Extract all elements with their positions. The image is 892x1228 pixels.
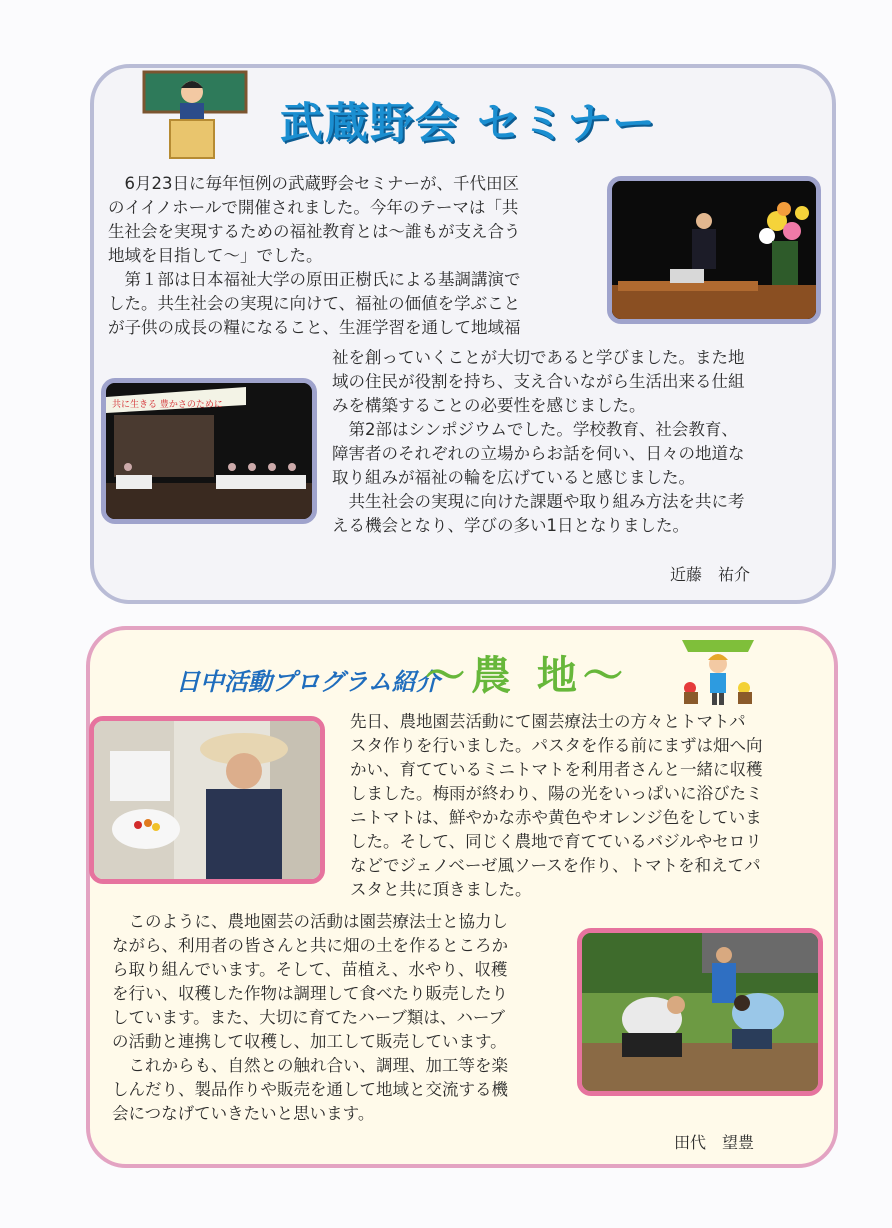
text-line: みを構築することの必要性を感じました。: [332, 396, 646, 415]
farm-body-top: [350, 710, 763, 902]
farm-title-main: ～農 地～: [425, 653, 629, 699]
text-line: しました。梅雨が終わり、陽の光をいっぱいに浴びたミ: [350, 784, 763, 803]
text-line: のイイノホールで開催されました。今年のテーマは「共: [108, 198, 519, 217]
banner-text: 共に生きる 豊かさのために: [112, 400, 223, 410]
text-line: などでジェノベーゼ風ソースを作り、トマトを和えてパ: [350, 856, 761, 875]
text-line: ニトマトは、鮮やかな赤や黄色やオレンジ色をしていま: [350, 808, 762, 827]
text-line: 地域を目指して～」でした。: [108, 246, 323, 265]
seminar-body-bottom: [332, 346, 745, 538]
farm-field-photo: [577, 928, 823, 1096]
text-line: 取り組みが福祉の輪を広げていると感じました。: [332, 468, 695, 487]
farm-body-bottom: [112, 910, 508, 1126]
text-line: しています。また、大切に育てたハーブ類は、ハーブ: [112, 1008, 506, 1027]
text-line: 祉を創っていくことが大切であると学びました。また地: [332, 348, 745, 367]
text-line: スタ作りを行いました。パスタを作る前にまずは畑へ向: [350, 736, 763, 755]
text-line: ながら、利用者の皆さんと共に畑の土を作るところか: [112, 936, 508, 955]
text-line: 障害者のそれぞれの立場からお話を伺い、日々の地道な: [332, 444, 745, 463]
seminar-speaker-photo: [607, 176, 821, 324]
text-line: の活動と連携して収穫し、加工して販売しています。: [112, 1032, 507, 1051]
text-line: が子供の成長の糧になること、生涯学習を通して地域福: [108, 318, 521, 337]
seminar-title: 武蔵野会 セミナー: [280, 99, 657, 149]
farm-tomato-photo: [89, 716, 325, 884]
gardener-illustration: [678, 636, 758, 708]
text-line: このように、農地園芸の活動は園芸療法士と協力し: [112, 912, 508, 931]
teacher-illustration: [140, 70, 250, 160]
seminar-symposium-photo: [101, 378, 317, 524]
text-line: 生社会を実現するための福祉教育とは～誰もが支え合う: [108, 222, 521, 241]
text-line: かい、育てているミニトマトを利用者さんと一緒に収穫: [350, 760, 763, 779]
text-line: これからも、自然との触れ合い、調理、加工等を楽: [112, 1056, 508, 1075]
text-line: 6月23日に毎年恒例の武蔵野会セミナーが、千代田区: [108, 174, 519, 193]
text-line: 先日、農地園芸活動にて園芸療法士の方々とトマトパ: [350, 712, 746, 731]
text-line: える機会となり、学びの多い1日となりました。: [332, 516, 689, 535]
farm-author: 田代 望豊: [674, 1133, 755, 1152]
text-line: した。共生社会の実現に向けて、福祉の価値を学ぶこと: [108, 294, 521, 313]
text-line: 第１部は日本福祉大学の原田正樹氏による基調講演で: [108, 270, 521, 289]
text-line: した。そして、同じく農地で育てているバジルやセロリ: [350, 832, 762, 851]
text-line: 会につなげていきたいと思います。: [112, 1104, 375, 1123]
text-line: 共生社会の実現に向けた課題や取り組み方法を共に考: [332, 492, 745, 511]
text-line: を行い、収穫した作物は調理して食べたり販売したり: [112, 984, 508, 1003]
farm-title-prefix: 日中活動プログラム紹介: [176, 668, 440, 696]
seminar-author: 近藤 祐介: [670, 565, 751, 584]
seminar-body-top: [108, 172, 521, 340]
text-line: 第2部はシンポジウムでした。学校教育、社会教育、: [332, 420, 738, 439]
text-line: スタと共に頂きました。: [350, 880, 532, 899]
text-line: ら取り組んでいます。そして、苗植え、水やり、収穫: [112, 960, 508, 979]
text-line: しんだり、製品作りや販売を通して地域と交流する機: [112, 1080, 508, 1099]
text-line: 域の住民が役割を持ち、支え合いながら生活出来る仕組: [332, 372, 745, 391]
